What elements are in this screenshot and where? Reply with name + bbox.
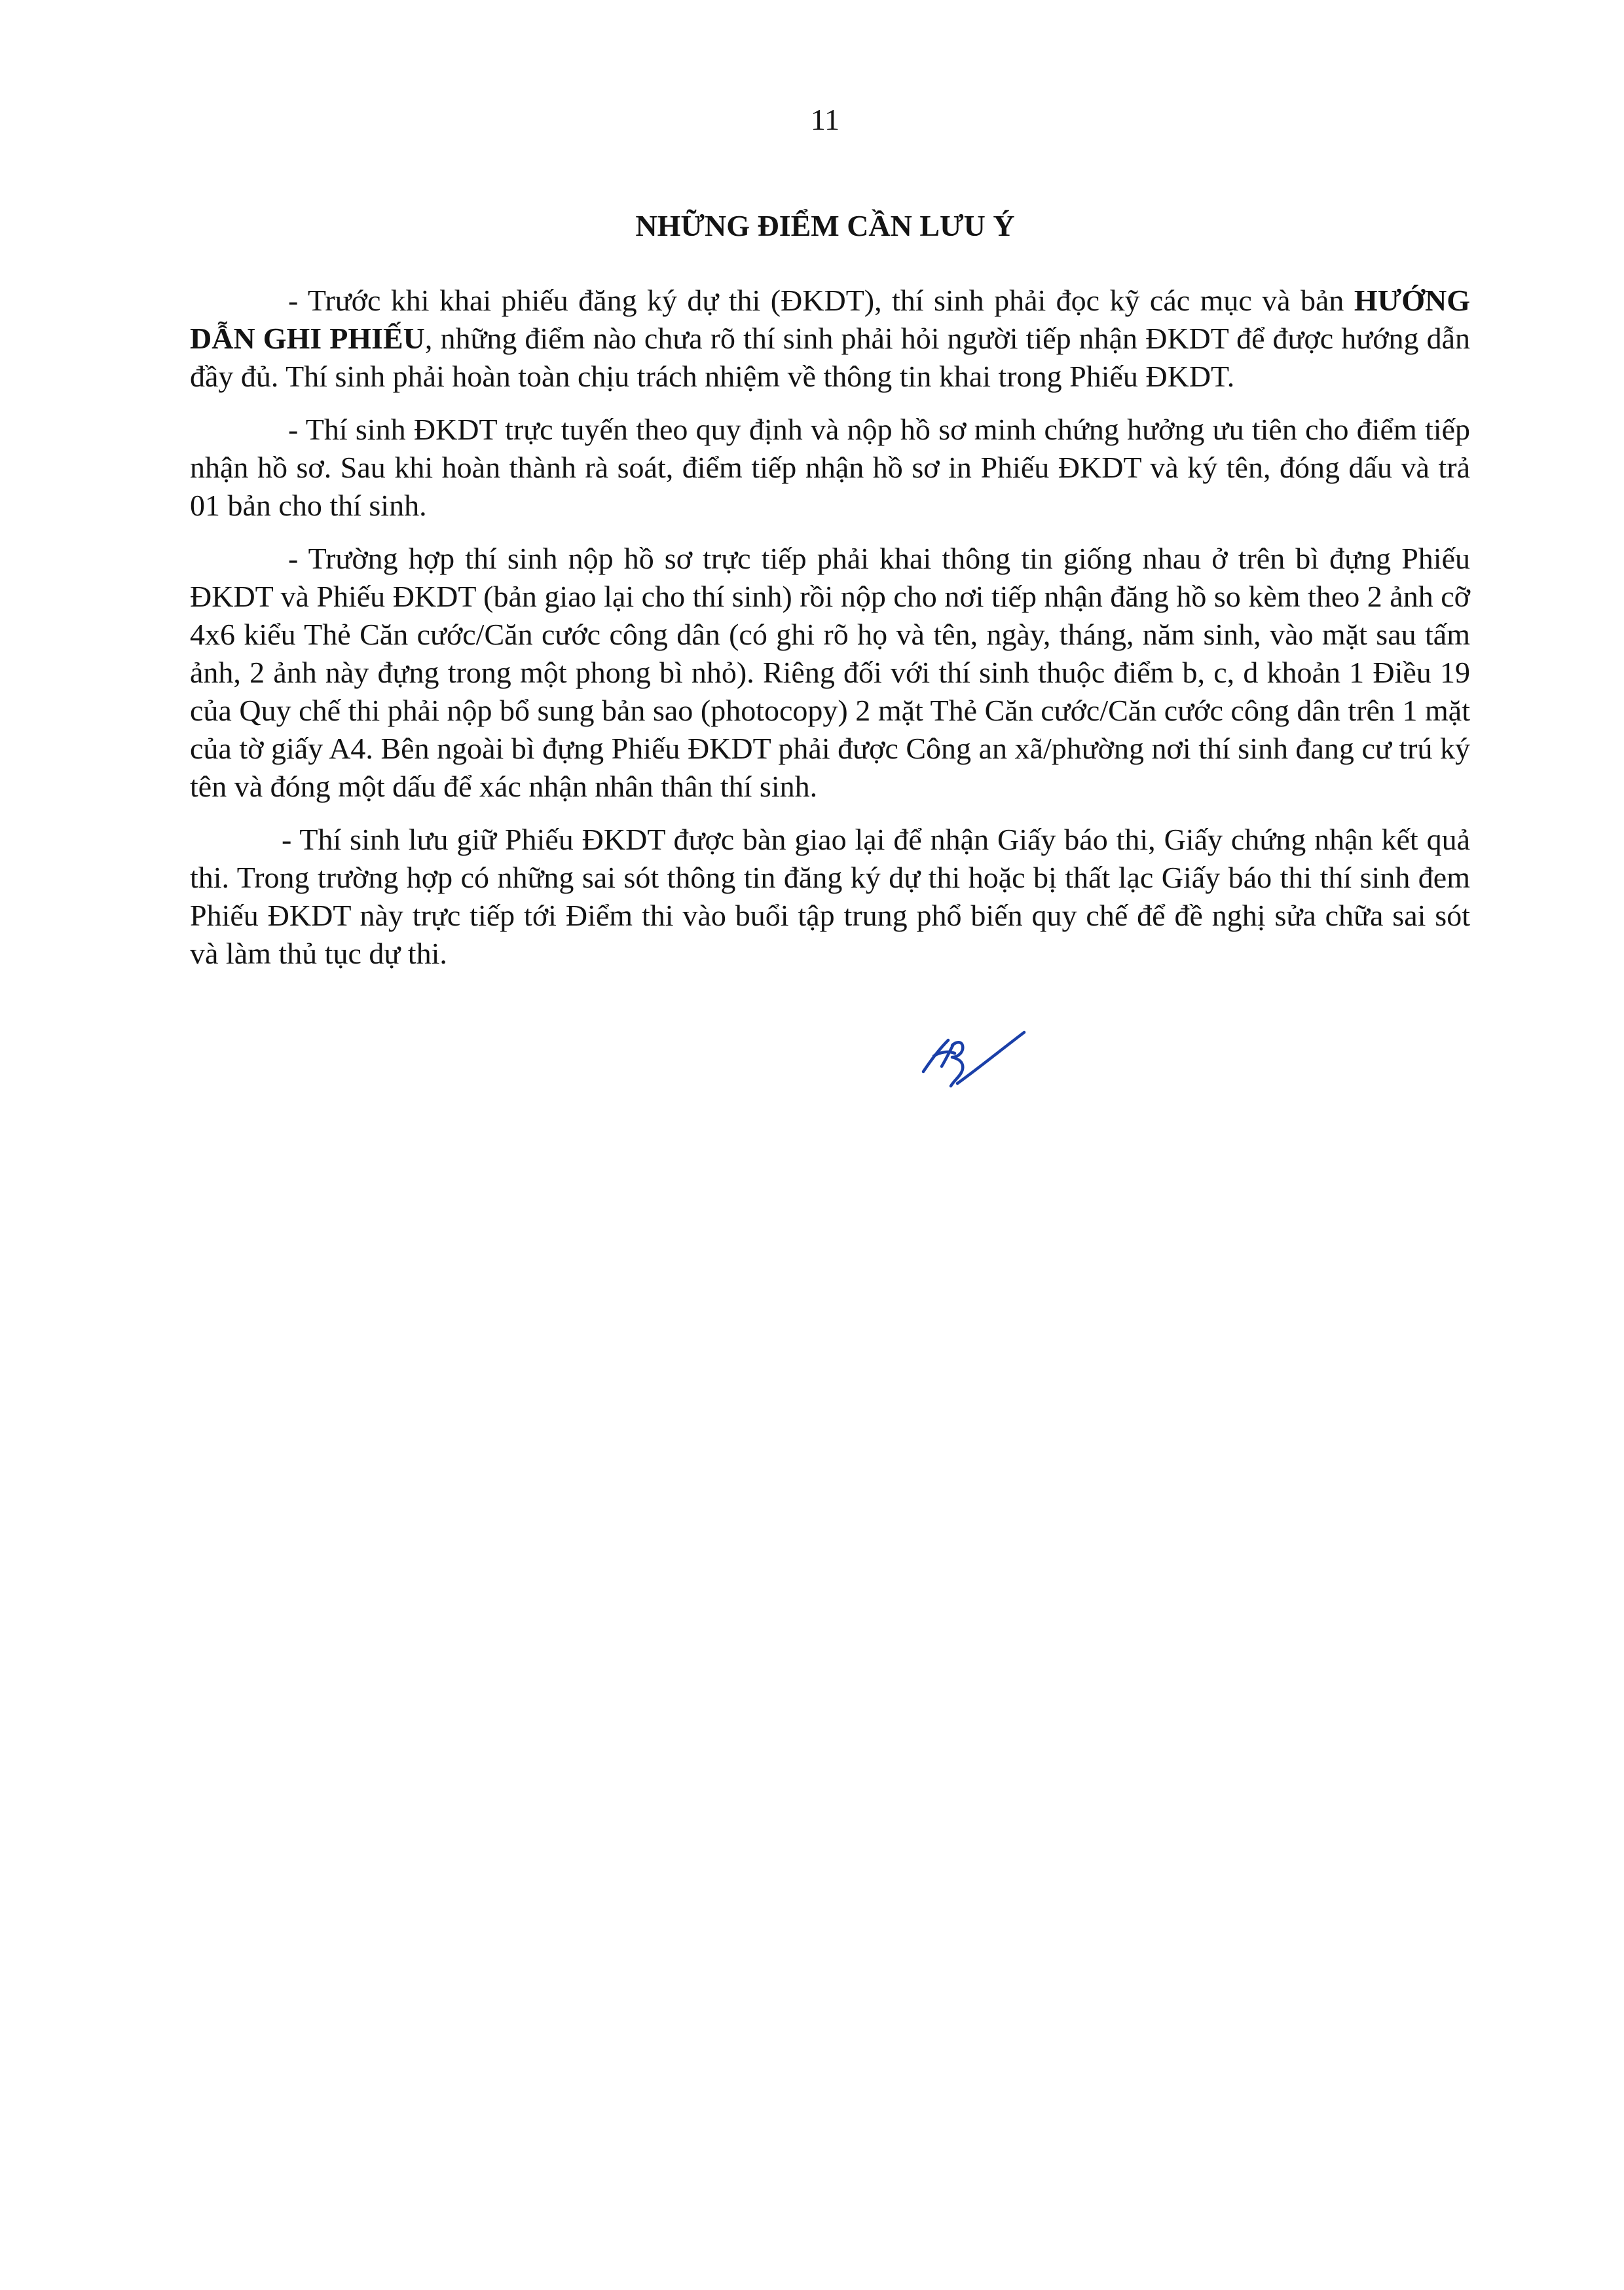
paragraph-online-registration: - Thí sinh ĐKDT trực tuyến theo quy định và nộp hồ sơ minh chứng hưởng ưu tiên cho điểm tiếp nhận hồ sơ. Sau khi hoàn thành rà soát, điểm tiếp nhận hồ sơ in Phiếu ĐKDT và ký tên, đóng dấu và trả 01 bản cho thí sinh. (190, 413, 1470, 522)
paragraph-text-lead: - Trước khi khai phiếu đăng ký dự thi (ĐKDT), thí sinh phải đọc kỹ các mục và bản (288, 284, 1354, 317)
page-title: NHỮNG ĐIỂM CẦN LƯU Ý (635, 209, 1015, 242)
document-body (190, 282, 1470, 988)
paragraph-direct-submission: - Trường hợp thí sinh nộp hồ sơ trực tiếp phải khai thông tin giống nhau ở trên bì đựng Phiếu ĐKDT và Phiếu ĐKDT (bản giao lại cho thí sinh) rồi nộp cho nơi tiếp nhận đăng hồ so kèm theo 2 ảnh cỡ 4x6 kiểu Thẻ Căn cước/Căn cước công dân (có ghi rõ họ và tên, ngày, tháng, năm sinh, vào mặt sau tấm ảnh, 2 ảnh này đựng trong một phong bì nhỏ). Riêng đối với thí sinh thuộc điểm b, c, d khoản 1 Điều 19 của Quy chế thi phải nộp bổ sung bản sao (photocopy) 2 mặt Thẻ Căn cước/Căn cước công dân trên 1 mặt của tờ giấy A4. Bên ngoài bì đựng Phiếu ĐKDT phải được Công an xã/phường nơi thí sinh đang cư trú ký tên và đóng một dấu để xác nhận nhân thân thí sinh. (190, 542, 1470, 803)
paragraph-keep-form: - Thí sinh lưu giữ Phiếu ĐKDT được bàn giao lại để nhận Giấy báo thi, Giấy chứng nhận kết quả thi. Trong trường hợp có những sai sót thông tin đăng ký dự thi hoặc bị thất lạc Giấy báo thi thí sinh đem Phiếu ĐKDT này trực tiếp tới Điểm thi vào buổi tập trung phổ biến quy chế để đề nghị sửa chữa sai sót và làm thủ tục dự thi. (190, 823, 1470, 970)
paragraph-text-tail: , những điểm nào chưa rõ thí sinh phải hỏi người tiếp nhận ĐKDT để được hướng dẫn đầy đủ. Thí sinh phải hoàn toàn chịu trách nhiệm về thông tin khai trong Phiếu ĐKDT. (190, 322, 1470, 393)
page-number: 11 (810, 103, 840, 136)
form-guide-emphasis: HƯỚNG DẪN GHI PHIẾU (190, 284, 1470, 355)
paragraph-registration-instructions (190, 282, 1470, 396)
handwritten-initials-icon (912, 1014, 1029, 1106)
